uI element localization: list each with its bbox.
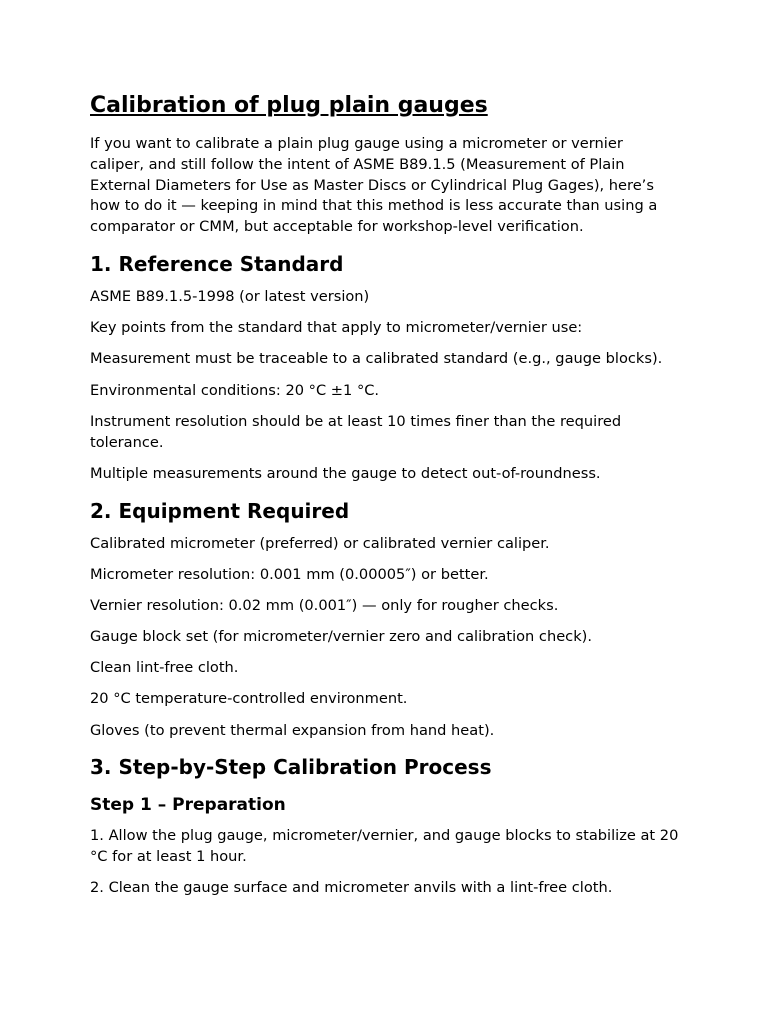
section-heading-reference-standard: 1. Reference Standard	[90, 251, 344, 276]
intro-paragraph: If you want to calibrate a plain plug gauge using a micrometer or vernier caliper, and still follow the intent of ASME B89.1.5 (Measurement of Plain External Diameters for Use as Master Discs or Cylindrical Plug Gages), here’s how to do it — keeping in mind that this method is less accurate than using a comparator or CMM, but acceptable for workshop-level verification.	[90, 135, 658, 236]
reference-standard-item: Multiple measurements around the gauge to detect out-of-roundness.	[90, 464, 601, 482]
equipment-item: Clean lint-free cloth.	[90, 659, 239, 677]
equipment-item: 20 °C temperature-controlled environment.	[90, 690, 408, 708]
process-step: 1. Allow the plug gauge, micrometer/vernier, and gauge blocks to stabilize at 20 °C for at least 1 hour.	[90, 827, 679, 866]
subheading-step-1: Step 1 – Preparation	[90, 795, 286, 816]
section-heading-equipment-required: 2. Equipment Required	[90, 498, 350, 523]
equipment-item: Gauge block set (for micrometer/vernier zero and calibration check).	[90, 628, 592, 646]
equipment-item: Vernier resolution: 0.02 mm (0.001″) — only for rougher checks.	[90, 596, 559, 614]
reference-standard-item: Environmental conditions: 20 °C ±1 °C.	[90, 381, 380, 399]
reference-standard-item: Key points from the standard that apply to micrometer/vernier use:	[90, 319, 583, 337]
reference-standard-item: Instrument resolution should be at least 10 times finer than the required tolerance.	[90, 412, 622, 451]
equipment-item: Micrometer resolution: 0.001 mm (0.00005″) or better.	[90, 565, 489, 583]
equipment-item: Gloves (to prevent thermal expansion from hand heat).	[90, 721, 495, 739]
section-heading-calibration-process: 3. Step-by-Step Calibration Process	[90, 755, 492, 780]
document-title: Calibration of plug plain gauges	[90, 93, 488, 118]
reference-standard-item: ASME B89.1.5-1998 (or latest version)	[90, 287, 370, 305]
reference-standard-item: Measurement must be traceable to a calibrated standard (e.g., gauge blocks).	[90, 350, 663, 368]
process-step: 2. Clean the gauge surface and micrometer anvils with a lint-free cloth.	[90, 879, 613, 897]
equipment-item: Calibrated micrometer (preferred) or calibrated vernier caliper.	[90, 534, 550, 552]
